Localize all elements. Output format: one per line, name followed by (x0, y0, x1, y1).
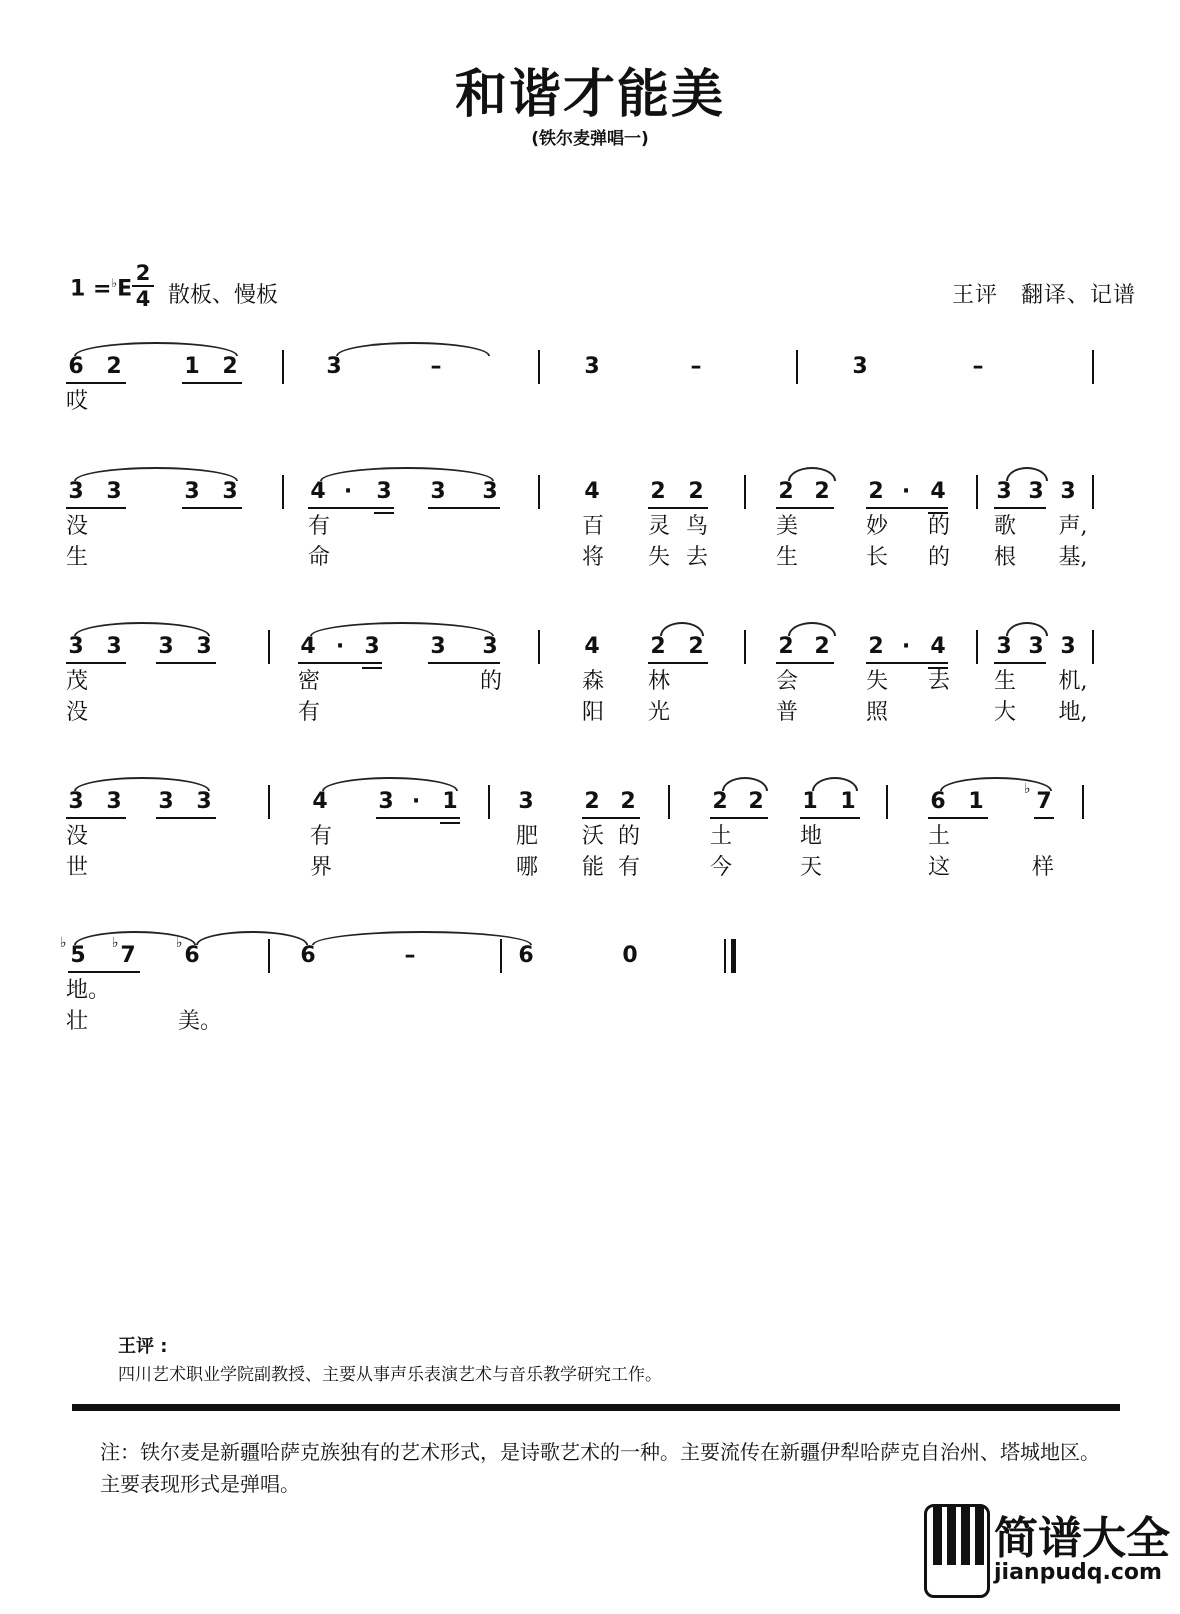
lyric: 百 (581, 514, 604, 539)
note: 3 (996, 634, 1012, 659)
lyric: 茂 (65, 669, 88, 694)
song-title: 和谐才能美 (454, 64, 725, 125)
note: 3 (1028, 634, 1044, 659)
note: 2 (688, 479, 704, 504)
note: 3 (68, 789, 84, 814)
dot: · (411, 789, 421, 814)
lyric: 哪 (515, 855, 538, 880)
footnote: 注：铁尔麦是新疆哈萨克族独有的艺术形式，是诗歌艺术的一种。主要流传在新疆伊犁哈萨克自治州、塔城地区。主要表现形式是弹唱。 (100, 1440, 1100, 1496)
note: 4 (310, 479, 326, 504)
lyric: 森 (581, 669, 604, 694)
lyric: 命 (307, 545, 330, 570)
flat-sign: ♭ (1024, 781, 1031, 797)
note: 4 (930, 634, 946, 659)
lyric: 这 (927, 855, 950, 880)
note: 3 (68, 479, 84, 504)
lyric: 灵 (647, 514, 670, 539)
lyric: 壮 (65, 1009, 88, 1034)
note: 7 (120, 943, 136, 968)
note: 2 (712, 789, 728, 814)
note: 1 (802, 789, 818, 814)
note: 3 (482, 634, 498, 659)
dot: · (901, 479, 911, 504)
lyric: 世 (65, 855, 88, 880)
note: 1 (442, 789, 458, 814)
lyric: 会 (775, 669, 798, 694)
note: 3 (378, 789, 394, 814)
note: 2 (814, 479, 830, 504)
lyric: 的 (927, 545, 950, 570)
author-note-body: 四川艺术职业学院副教授、主要从事声乐表演艺术与音乐教学研究工作。 (118, 1365, 662, 1385)
lyric: 没 (65, 700, 88, 725)
note: 2 (106, 354, 122, 379)
lyric: 肥 (515, 824, 538, 849)
tempo-marking: 散板、慢板 (168, 283, 279, 308)
key-note: E (117, 276, 133, 302)
lyric: 有 (307, 514, 330, 539)
logo-text: 简谱大全 (994, 1513, 1170, 1564)
lyric: 美。 (178, 1009, 223, 1034)
logo-url: jianpudq.com (994, 1560, 1162, 1585)
lyric: 机, (1058, 669, 1088, 694)
note: 1 (968, 789, 984, 814)
note: 3 (518, 789, 534, 814)
lyric: 生 (775, 545, 798, 570)
song-subtitle: (铁尔麦弹唱一) (531, 129, 649, 149)
note: 2 (748, 789, 764, 814)
lyric: 照 (865, 700, 888, 725)
dot: · (335, 634, 345, 659)
note: 3 (106, 479, 122, 504)
note: 6 (930, 789, 946, 814)
lyric: 长 (865, 545, 888, 570)
note: 3 (222, 479, 238, 504)
lyric: 地, (1058, 700, 1088, 725)
note: 1 (840, 789, 856, 814)
piano-icon (924, 1504, 990, 1598)
note: 3 (1028, 479, 1044, 504)
lyric: 样 (1031, 855, 1054, 880)
lyric: 界 (309, 855, 332, 880)
flat-sign: ♭ (176, 935, 183, 951)
note: 4 (584, 634, 600, 659)
note: 3 (158, 789, 174, 814)
note: 4 (930, 479, 946, 504)
note: 3 (1060, 634, 1076, 659)
note: 6 (184, 943, 200, 968)
note: 3 (852, 354, 868, 379)
lyric: 失 (647, 545, 670, 570)
dot: · (343, 479, 353, 504)
note: 3 (1060, 479, 1076, 504)
lyric: 有 (297, 700, 320, 725)
note: 3 (106, 789, 122, 814)
lyric: 歌 (993, 514, 1016, 539)
note: 3 (430, 479, 446, 504)
lyric: 地。 (66, 978, 111, 1003)
lyric: 基, (1058, 545, 1088, 570)
note: 6 (518, 943, 534, 968)
dash: – (430, 354, 442, 379)
note: 2 (778, 634, 794, 659)
key-flat: ♭ (111, 276, 118, 290)
time-bottom: 4 (135, 287, 151, 311)
key-signature (70, 276, 132, 301)
lyric: 的 (617, 824, 640, 849)
note: 3 (106, 634, 122, 659)
lyric: 光 (647, 700, 670, 725)
lyric: 去 (685, 545, 708, 570)
rest: 0 (622, 943, 638, 968)
lyric: 阳 (581, 700, 604, 725)
lyric: 生 (993, 669, 1016, 694)
note: 3 (158, 634, 174, 659)
lyric: 美 (775, 514, 798, 539)
author-note-heading: 王评 : (118, 1336, 168, 1357)
lyric: 有 (617, 855, 640, 880)
lyric: 有 (309, 824, 332, 849)
credit-line: 王评 翻译、记谱 (951, 283, 1136, 308)
time-signature (132, 262, 154, 310)
lyric: 根 (993, 545, 1016, 570)
key-prefix: 1 = (70, 276, 112, 302)
lyric: 天 (799, 855, 822, 880)
note: 2 (650, 634, 666, 659)
lyric: 大 (993, 700, 1016, 725)
note: 4 (300, 634, 316, 659)
note: 3 (430, 634, 446, 659)
dash: – (972, 354, 984, 379)
note: 2 (650, 479, 666, 504)
note: 4 (312, 789, 328, 814)
dash: – (404, 943, 416, 968)
time-top: 2 (135, 261, 151, 285)
dot: · (901, 634, 911, 659)
note: 1 (184, 354, 200, 379)
lyric: 普 (775, 700, 798, 725)
lyric: 声, (1058, 514, 1088, 539)
lyric: 鸟 (685, 514, 708, 539)
note: 3 (196, 634, 212, 659)
note: 2 (868, 634, 884, 659)
note: 6 (68, 354, 84, 379)
note: 2 (868, 479, 884, 504)
note: 2 (778, 479, 794, 504)
note: 2 (584, 789, 600, 814)
note: 3 (68, 634, 84, 659)
note: 2 (688, 634, 704, 659)
note: 5 (70, 943, 86, 968)
note: 2 (814, 634, 830, 659)
lyric: 能 (581, 855, 604, 880)
lyric: 生 (65, 545, 88, 570)
note: 3 (364, 634, 380, 659)
flat-sign: ♭ (60, 935, 67, 951)
lyric: 土 (927, 824, 950, 849)
lyric: 将 (581, 545, 604, 570)
lyric: 妙 (865, 514, 888, 539)
note: 3 (326, 354, 342, 379)
dash: – (690, 354, 702, 379)
lyric: 去 (927, 669, 950, 694)
lyric: 失 (865, 669, 888, 694)
flat-sign: ♭ (112, 935, 119, 951)
divider (72, 1404, 1120, 1411)
lyric: 哎 (65, 389, 88, 414)
note: 4 (584, 479, 600, 504)
lyric: 林 (647, 669, 670, 694)
lyric: 土 (709, 824, 732, 849)
lyric: 沃 (581, 824, 604, 849)
lyric: 密 (297, 669, 320, 694)
note: 6 (300, 943, 316, 968)
lyric: 没 (65, 824, 88, 849)
note: 3 (482, 479, 498, 504)
note: 3 (996, 479, 1012, 504)
lyric: 的 (479, 669, 502, 694)
note: 3 (184, 479, 200, 504)
lyric: 今 (709, 855, 732, 880)
note: 7 (1036, 789, 1052, 814)
note: 3 (584, 354, 600, 379)
note: 2 (222, 354, 238, 379)
lyric: 地 (799, 824, 822, 849)
lyric: 没 (65, 514, 88, 539)
note: 3 (376, 479, 392, 504)
lyric: 的 (927, 514, 950, 539)
note: 3 (196, 789, 212, 814)
site-logo (924, 1504, 1170, 1596)
note: 2 (620, 789, 636, 814)
